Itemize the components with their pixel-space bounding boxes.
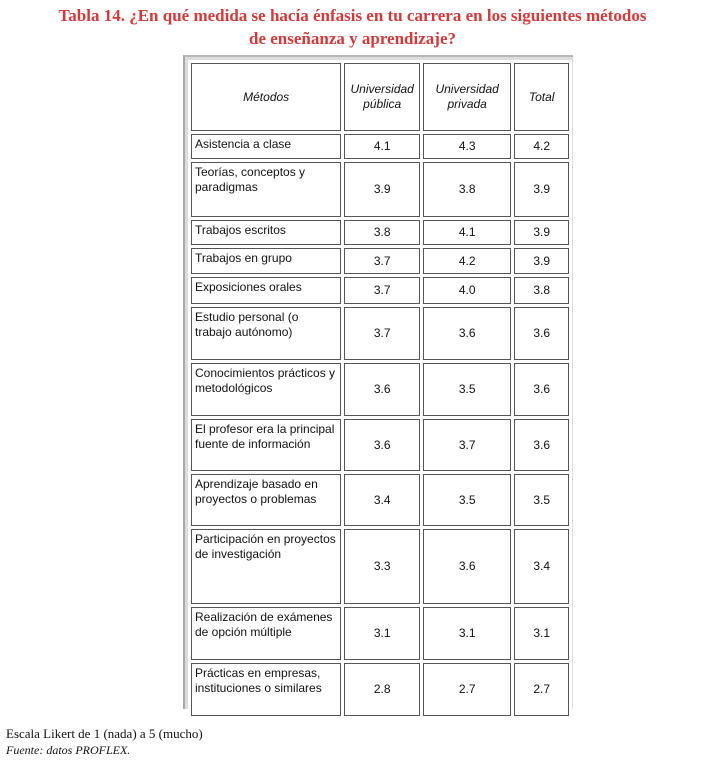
total-cell: 3.6: [514, 307, 569, 360]
universidad-privada-cell: 3.7: [423, 419, 511, 471]
table-frame: [183, 55, 573, 709]
universidad-privada-cell: 3.5: [423, 363, 511, 416]
universidad-publica-cell: 3.7: [344, 277, 420, 304]
method-label-cell: Asistencia a clase: [191, 134, 341, 159]
method-label-cell: Teorías, conceptos y paradigmas: [191, 162, 341, 217]
table-row: [191, 607, 569, 660]
universidad-privada-cell: 3.6: [423, 307, 511, 360]
universidad-publica-cell: 3.3: [344, 529, 420, 604]
total-cell: 3.6: [514, 363, 569, 416]
total-cell: 3.1: [514, 607, 569, 660]
universidad-publica-cell: 3.4: [344, 474, 420, 526]
header-row: [191, 63, 569, 131]
total-cell: 3.9: [514, 248, 569, 274]
table-row: [191, 663, 569, 716]
method-label-cell: Estudio personal (o trabajo autónomo): [191, 307, 341, 360]
universidad-privada-cell: 4.0: [423, 277, 511, 304]
total-cell: 3.9: [514, 220, 569, 245]
universidad-publica-cell: 4.1: [344, 134, 420, 159]
table-row: [191, 134, 569, 159]
table-row: [191, 474, 569, 526]
table-row: [191, 162, 569, 217]
table-title-line-2: de enseñanza y aprendizaje?: [249, 29, 456, 48]
method-label-cell: Aprendizaje basado en proyectos o problemas: [191, 474, 341, 526]
scale-note: Escala Likert de 1 (nada) a 5 (mucho): [6, 726, 203, 741]
universidad-publica-cell: 3.9: [344, 162, 420, 217]
universidad-privada-cell: 3.8: [423, 162, 511, 217]
universidad-privada-cell: 4.2: [423, 248, 511, 274]
header-methods: Métodos: [191, 63, 341, 131]
universidad-publica-cell: 3.7: [344, 307, 420, 360]
universidad-publica-cell: 3.7: [344, 248, 420, 274]
table-row: [191, 363, 569, 416]
header-universidad-publica: Universidad pública: [344, 63, 420, 131]
table-row: [191, 529, 569, 604]
total-cell: 3.4: [514, 529, 569, 604]
total-cell: 3.5: [514, 474, 569, 526]
universidad-privada-cell: 4.1: [423, 220, 511, 245]
universidad-privada-cell: 3.5: [423, 474, 511, 526]
universidad-privada-cell: 3.6: [423, 529, 511, 604]
header-universidad-privada: Universidad privada: [423, 63, 511, 131]
universidad-publica-cell: 3.6: [344, 419, 420, 471]
table-row: [191, 307, 569, 360]
universidad-publica-cell: 2.8: [344, 663, 420, 716]
table-footer: [6, 726, 203, 758]
total-cell: 3.9: [514, 162, 569, 217]
universidad-publica-cell: 3.1: [344, 607, 420, 660]
total-cell: 3.6: [514, 419, 569, 471]
method-label-cell: Trabajos en grupo: [191, 248, 341, 274]
table-row: [191, 419, 569, 471]
method-label-cell: Prácticas en empresas, instituciones o similares: [191, 663, 341, 716]
method-label-cell: Exposiciones orales: [191, 277, 341, 304]
table-row: [191, 277, 569, 304]
method-label-cell: Conocimientos prácticos y metodológicos: [191, 363, 341, 416]
method-label-cell: El profesor era la principal fuente de información: [191, 419, 341, 471]
total-cell: 2.7: [514, 663, 569, 716]
table-body: [191, 134, 569, 716]
universidad-privada-cell: 2.7: [423, 663, 511, 716]
universidad-privada-cell: 4.3: [423, 134, 511, 159]
universidad-privada-cell: 3.1: [423, 607, 511, 660]
universidad-publica-cell: 3.8: [344, 220, 420, 245]
total-cell: 3.8: [514, 277, 569, 304]
total-cell: 4.2: [514, 134, 569, 159]
methods-table: [188, 60, 572, 719]
table-row: [191, 220, 569, 245]
header-total: Total: [514, 63, 569, 131]
method-label-cell: Realización de exámenes de opción múltiple: [191, 607, 341, 660]
method-label-cell: Participación en proyectos de investigación: [191, 529, 341, 604]
table-title: [20, 4, 685, 50]
table-row: [191, 248, 569, 274]
universidad-publica-cell: 3.6: [344, 363, 420, 416]
source-note: Fuente: datos PROFLEX.: [6, 743, 131, 757]
table-title-line-1: Tabla 14. ¿En qué medida se hacía énfasis en tu carrera en los siguientes métodos: [58, 6, 647, 25]
method-label-cell: Trabajos escritos: [191, 220, 341, 245]
